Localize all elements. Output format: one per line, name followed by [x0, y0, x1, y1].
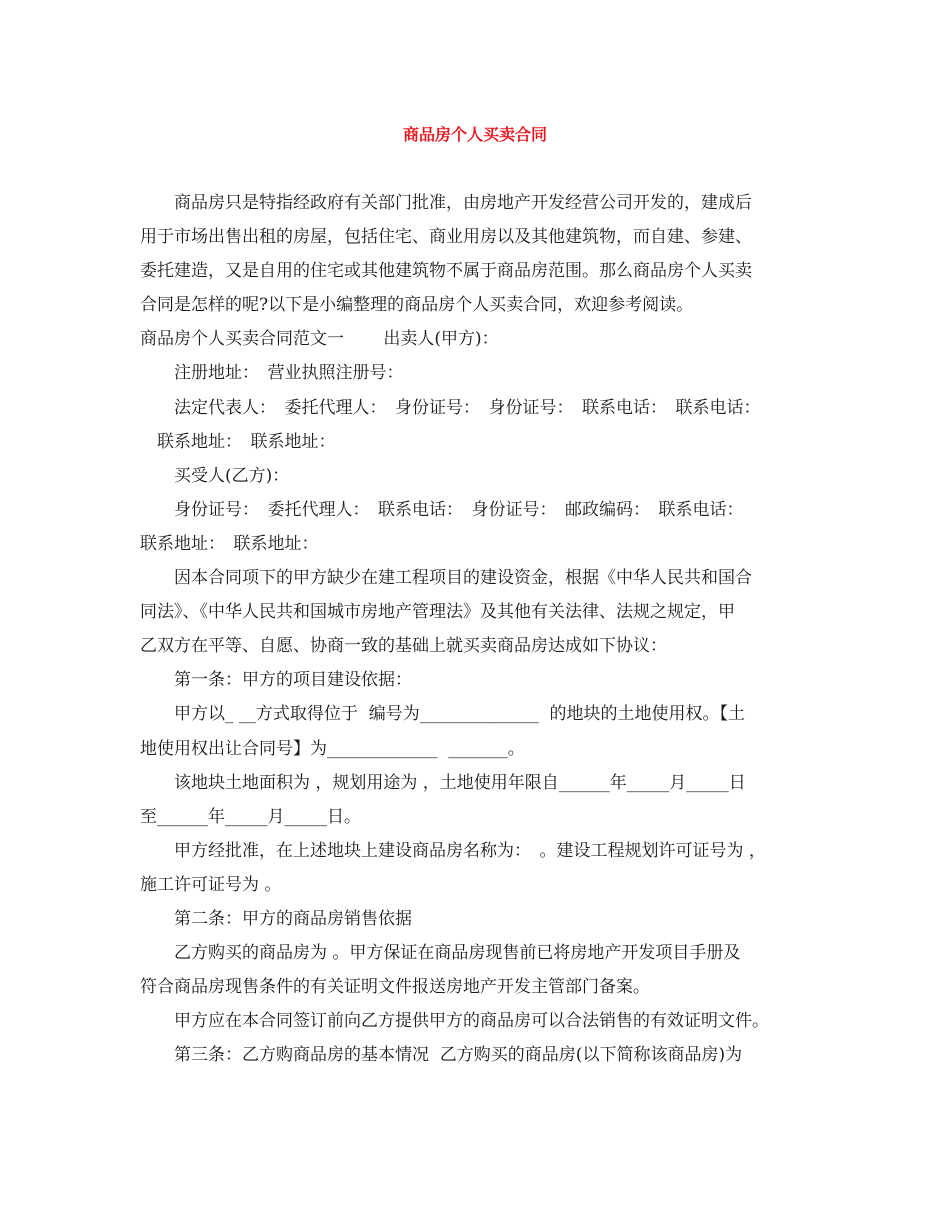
text-line: 同法》、《中华人民共和国城市房地产管理法》及其他有关法律、法规之规定，甲	[140, 602, 735, 623]
text-line: 买受人(乙方)：	[140, 465, 290, 486]
text-line: 符合商品房现售条件的有关证明文件报送房地产开发主管部门备案。	[140, 977, 650, 998]
text-line: 甲方应在本合同签订前向乙方提供甲方的商品房可以合法销售的有效证明文件。	[140, 1011, 769, 1032]
text-line: 委托建造，又是自用的住宅或其他建筑物不属于商品房范围。那么商品房个人买卖	[140, 261, 752, 282]
text-line: 乙双方在平等、自愿、协商一致的基础上就买卖商品房达成如下协议：	[140, 636, 667, 657]
text-line: 商品房只是特指经政府有关部门批准，由房地产开发经营公司开发的，建成后	[140, 193, 752, 213]
text-line: 因本合同项下的甲方缺少在建工程项目的建设资金，根据《中华人民共和国合	[140, 568, 752, 589]
text-line: 该地块土地面积为 ，规划用途为 ，土地使用年限自______年_____月_____日	[140, 772, 746, 793]
text-line: 至______年_____月_____日。	[140, 806, 361, 827]
document-title: 商品房个人买卖合同	[402, 125, 547, 144]
text-line: 用于市场出售出租的房屋，包括住宅、商业用房以及其他建筑物，而自建、参建、	[140, 227, 752, 248]
text-line: 合同是怎样的呢?以下是小编整理的商品房个人买卖合同，欢迎参考阅读。	[140, 295, 694, 316]
text-line: 地使用权出让合同号】为_____________ _______。	[140, 738, 525, 759]
text-line: 联系地址： 联系地址：	[140, 533, 319, 554]
text-line: 商品房个人买卖合同范文一 出卖人(甲方)：	[140, 329, 499, 350]
text-line: 甲方经批准，在上述地块上建设商品房名称为： 。建设工程规划许可证号为 ，	[140, 840, 766, 861]
text-line: 身份证号： 委托代理人： 联系电话： 身份证号： 邮政编码： 联系电话：	[140, 499, 744, 520]
text-line: 施工许可证号为 。	[140, 874, 282, 895]
text-line: 法定代表人： 委托代理人： 身份证号： 身份证号： 联系电话： 联系电话：	[140, 397, 761, 418]
document-body	[140, 186, 830, 1072]
text-line: 联系地址： 联系地址：	[140, 431, 336, 452]
text-line: 第三条：乙方购商品房的基本情况 乙方购买的商品房(以下简称该商品房)为	[140, 1045, 743, 1066]
text-line: 第一条：甲方的项目建设依据：	[140, 670, 412, 691]
text-line: 甲方以_ __方式取得位于 编号为______________ 的地块的土地使用权。【土	[140, 704, 746, 725]
text-line: 乙方购买的商品房为 。甲方保证在商品房现售前已将房地产开发项目手册及	[140, 943, 741, 964]
text-line: 第二条：甲方的商品房销售依据	[140, 908, 412, 929]
text-line: 注册地址： 营业执照注册号：	[140, 363, 404, 384]
